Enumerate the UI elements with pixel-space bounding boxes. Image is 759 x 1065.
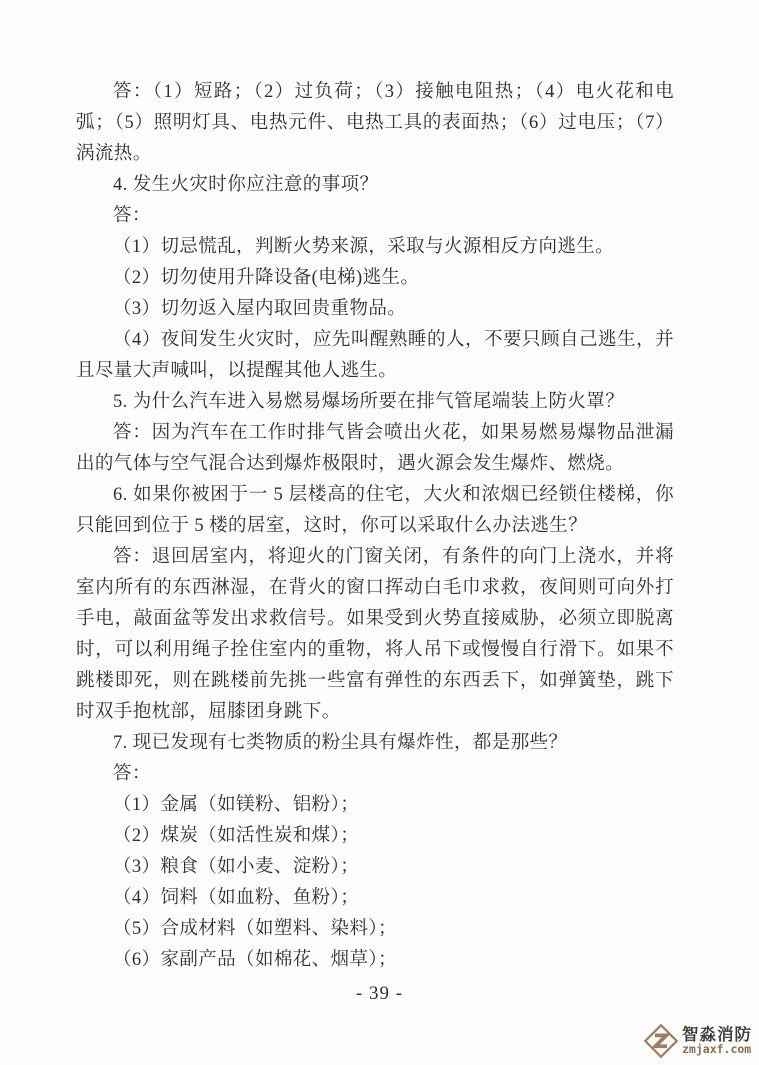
watermark — [643, 1022, 752, 1060]
question-7: 7. 现已发现有七类物质的粉尘具有爆炸性，都是那些？ — [113, 733, 568, 753]
watermark-brand-name: 智淼消防 — [682, 1025, 752, 1044]
document-body — [76, 77, 674, 976]
answer-q7-item-6: （6）家副产品（如棉花、烟草）； — [113, 950, 397, 970]
answer-q7-item-4: （4）饲料（如血粉、鱼粉）； — [113, 888, 360, 908]
answer-q7-item-1: （1）金属（如镁粉、铝粉）； — [113, 795, 360, 815]
answer-q4-item-1: （1）切忌慌乱，判断火势来源，采取与火源相反方向逃生。 — [113, 237, 615, 257]
watermark-url: zmjaxf.com — [682, 1041, 752, 1056]
question-5: 5. 为什么汽车进入易燃易爆场所要在排气管尾端装上防火罩？ — [113, 392, 625, 412]
diamond-z-logo-icon — [643, 1022, 679, 1060]
answer-q5: 答：因为汽车在工作时排气皆会喷出火花，如果易燃易爆物品泄漏出的气体与空气混合达到爆炸极限时，遇火源会发生爆炸、燃烧。 — [76, 423, 674, 474]
answer-q4-item-3: （3）切勿返入屋内取回贵重物品。 — [113, 299, 407, 319]
answer-q4-item-2: （2）切勿使用升降设备(电梯)逃生。 — [113, 268, 420, 288]
watermark-text — [682, 1027, 752, 1056]
answer-q7-item-3: （3）粮食（如小麦、淀粉）； — [113, 857, 360, 877]
answer-q6: 答：退回居室内，将迎火的门窗关闭，有条件的向门上浇水，并将室内所有的东西淋湿，在背火的窗口挥动白毛巾求救，夜间则可向外打手电，敲面盆等发出求救信号。如果受到火势直接威胁，必须立即脱离时，可以利用绳子拴住室内的重物，将人吊下或慢慢自行滑下。如果不跳楼即死，则在跳楼前先挑一些富有弹性的东西丢下，如弹簧垫，跳下时双手抱枕部，屈膝团身跳下。 — [76, 547, 674, 722]
answer-q7-item-2: （2）煤炭（如活性炭和煤）； — [113, 826, 360, 846]
page-number: - 39 - — [355, 983, 404, 1004]
question-4: 4. 发生火灾时你应注意的事项？ — [113, 175, 379, 195]
answer-q7-item-5: （5）合成材料（如塑料、染料）； — [113, 919, 397, 939]
answer-paragraph-q3-heat-sources: 答：（1）短路；（2）过负荷；（3）接触电阻热；（4）电火花和电弧；（5）照明灯具、电热元件、电热工具的表面热；（6）过电压；（7）涡流热。 — [76, 82, 674, 164]
answer-q4-item-4: （4）夜间发生火灾时，应先叫醒熟睡的人，不要只顾自己逃生，并且尽量大声喊叫，以提醒其他人逃生。 — [76, 330, 674, 381]
answer-label-q4: 答： — [113, 206, 151, 226]
answer-label-q7: 答： — [113, 764, 151, 784]
question-6: 6. 如果你被困于一 5 层楼高的住宅，大火和浓烟已经锁住楼梯，你只能回到位于 5 楼的居室，这时，你可以采取什么办法逃生？ — [76, 485, 674, 536]
